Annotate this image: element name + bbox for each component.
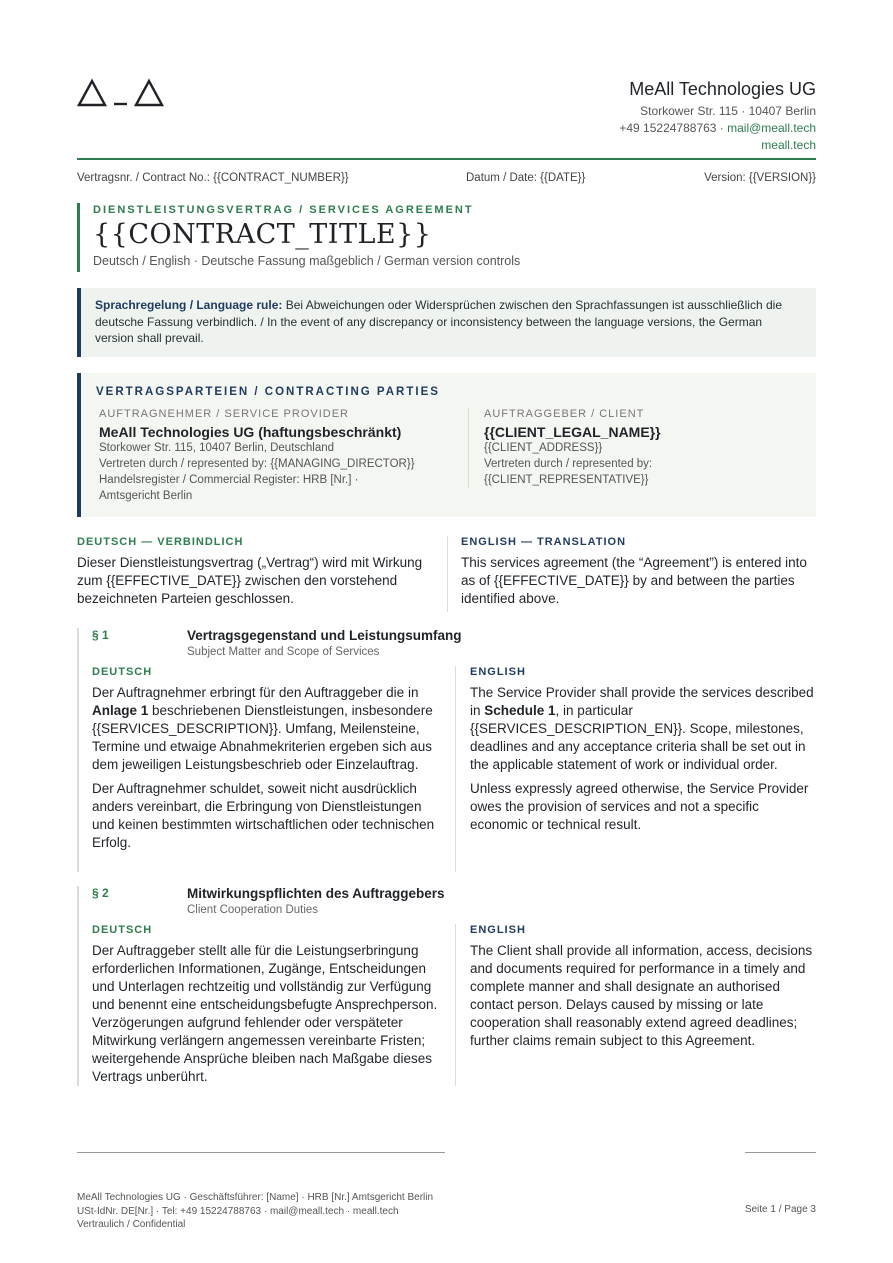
section-de-paragraph: Der Auftraggeber stellt alle für die Leistungserbringung erforderlichen Informationen, Zugänge, Entscheidungen und Unterlagen rechtzeitig und vollständig zur Verfügung und benennt eine entscheidungsbefugte Ansprechperson. Verzögerungen aufgrund fehlender oder verspäteter Mitwirkung verlängern angemessen vereinbarte Fristen; weitergehende Ansprüche bleiben nach Maßgabe dieses Vertrags unberührt. [92, 943, 438, 1084]
provider-name: MeAll Technologies UG (haftungsbeschränkt) [99, 424, 402, 440]
intro-german [77, 536, 432, 608]
section-en-paragraph: The Client shall provide all information, access, decisions and documents required for performance in a timely and complete manner and shall designate an authorised contact person. Delays caused by missing or late cooperation shall reasonably extend agreed deadlines; further claims remain subject to this Agreement. [470, 943, 813, 1048]
intro-de-heading: DEUTSCH — VERBINDLICH [77, 536, 244, 548]
company-logo-icon [77, 78, 167, 108]
footer-line: Vertraulich / Confidential [77, 1219, 186, 1230]
intro-en-text: This services agreement (the “Agreement”) is entered into as of {{EFFECTIVE_DATE}} by and between the parties identified above. [461, 555, 807, 606]
footer-line: USt-IdNr. DE[Nr.] · Tel: +49 15224788763 · mail@meall.tech · meall.tech [77, 1205, 399, 1217]
section-title: Vertragsgegenstand und Leistungsumfang [187, 628, 462, 643]
contract-number: Vertragsnr. / Contract No.: {{CONTRACT_NUMBER}} [77, 172, 349, 184]
provider-address: Storkower Str. 115, 10407 Berlin, Deutschland [99, 442, 335, 454]
language-rule-notice [77, 288, 816, 357]
client-party [468, 408, 808, 488]
client-representative: {{CLIENT_REPRESENTATIVE}} [484, 474, 649, 486]
company-email-link[interactable]: mail@meall.tech [727, 121, 816, 135]
language-rule-label: Sprachregelung / Language rule: [95, 298, 283, 312]
intro-de-text: Dieser Dienstleistungsvertrag („Vertrag“) wird mit Wirkung zum {{EFFECTIVE_DATE}} zwischen den vorstehend bezeichneten Parteien geschlossen. [77, 555, 423, 606]
document-page [77, 0, 816, 1263]
section-de-paragraph: Der Auftragnehmer schuldet, soweit nicht ausdrücklich anders vereinbart, die Erbringung von Dienstleistungen und keinen bestimmten wirtschaftlichen oder technischen Erfolg. [92, 781, 435, 850]
client-address: {{CLIENT_ADDRESS}} [484, 442, 603, 454]
service-provider-party [99, 408, 453, 504]
document-kicker: DIENSTLEISTUNGSVERTRAG / SERVICES AGREEMENT [93, 204, 474, 216]
provider-register: Handelsregister / Commercial Register: HRB [Nr.] · [99, 474, 359, 486]
section-1 [77, 628, 816, 872]
company-address-block [619, 78, 816, 154]
contract-version: Version: {{VERSION}} [704, 172, 816, 184]
section-de-heading: DEUTSCH [92, 924, 153, 936]
section-number: § 2 [92, 886, 109, 900]
client-name: {{CLIENT_LEGAL_NAME}} [484, 424, 661, 440]
parties-heading: VERTRAGSPARTEIEN / CONTRACTING PARTIES [96, 386, 440, 398]
language-rule-text: Bei Abweichungen oder Widersprüchen zwischen den Sprachfassungen ist ausschließlich die deutsche Fassung verbindlich. / In the event of any discrepancy or inconsistency between the language versions, the German version shall prevail. [95, 298, 782, 345]
company-name: MeAll Technologies UG [629, 79, 816, 99]
client-label: AUFTRAGGEBER / CLIENT [484, 408, 645, 420]
section-english-column [455, 666, 818, 872]
company-website-link[interactable]: meall.tech [761, 138, 816, 152]
provider-label: AUFTRAGNEHMER / SERVICE PROVIDER [99, 408, 349, 420]
title-block [77, 203, 816, 272]
section-de-paragraph: Der Auftragnehmer erbringt für den Auftraggeber die in Anlage 1 beschriebenen Dienstleistungen, insbesondere {{SERVICES_DESCRIPTION}}. Umfang, Meilensteine, Termine und etwaige Abnahmekriterien ergeben sich aus dem jeweiligen Leistungsbeschrieb oder Einzelauftrag. [92, 685, 433, 772]
company-address: Storkower Str. 115 · 10407 Berlin [640, 104, 816, 118]
section-en-paragraph: Unless expressly agreed otherwise, the Service Provider owes the provision of services and not a specific economic or technical result. [470, 781, 809, 832]
client-represented-label: Vertreten durch / represented by: [484, 458, 653, 470]
section-subtitle: Subject Matter and Scope of Services [187, 646, 380, 658]
provider-court: Amtsgericht Berlin [99, 490, 193, 502]
section-title: Mitwirkungspflichten des Auftraggebers [187, 886, 445, 901]
intro-english [447, 536, 816, 612]
page-number: Seite 1 / Page 3 [744, 1204, 816, 1215]
section-2 [77, 886, 816, 1086]
document-subtitle: Deutsch / English · Deutsche Fassung maßgeblich / German version controls [93, 254, 521, 268]
section-number: § 1 [92, 628, 109, 642]
footer-divider-left [77, 1152, 445, 1153]
section-en-heading: ENGLISH [470, 666, 526, 678]
document-title: {{CONTRACT_TITLE}} [93, 219, 432, 250]
contract-date: Datum / Date: {{DATE}} [466, 172, 586, 184]
footer-line: MeAll Technologies UG · Geschäftsführer: [Name] · HRB [Nr.] Amtsgericht Berlin [77, 1192, 434, 1203]
intro-en-heading: ENGLISH — TRANSLATION [461, 536, 627, 548]
section-subtitle: Client Cooperation Duties [187, 904, 319, 916]
section-en-paragraph: The Service Provider shall provide the services described in Schedule 1, in particular {{SERVICES_DESCRIPTION_EN}}. Scope, milestones, deadlines and any acceptance criteria shall be set out in the applicable statement of work or individual order. [470, 685, 814, 772]
footer-divider-right [745, 1152, 816, 1153]
footer-company-info [77, 1191, 433, 1232]
section-german-column [92, 924, 441, 1086]
company-contact-line [619, 120, 816, 137]
section-german-column [92, 666, 441, 852]
provider-representative: Vertreten durch / represented by: {{MANAGING_DIRECTOR}} [99, 458, 415, 470]
section-english-column [455, 924, 818, 1086]
contracting-parties-box [77, 373, 816, 517]
section-en-heading: ENGLISH [470, 924, 526, 936]
company-phone: +49 15224788763 · [619, 121, 728, 135]
section-de-heading: DEUTSCH [92, 666, 153, 678]
header-divider [77, 158, 816, 160]
